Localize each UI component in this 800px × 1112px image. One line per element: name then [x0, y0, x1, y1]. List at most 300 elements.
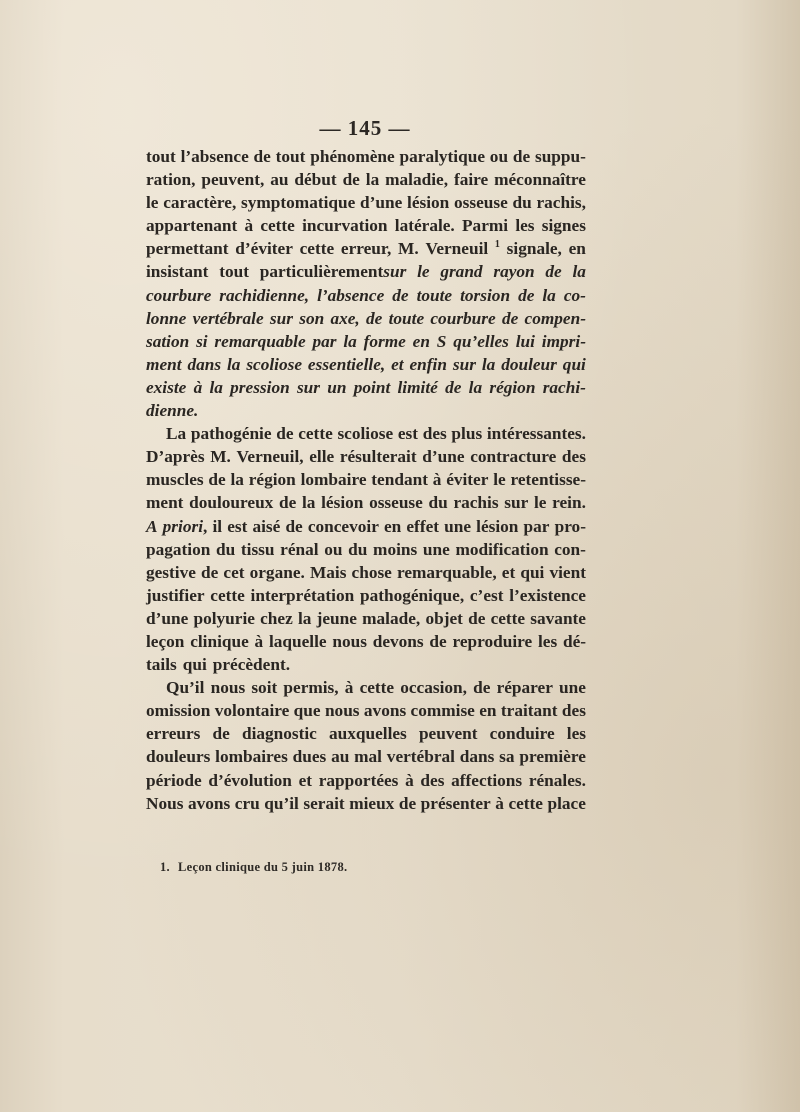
word-text: concevoir: [307, 516, 379, 536]
word-text: co-: [563, 285, 586, 305]
text-line: [146, 376, 586, 399]
word: [331, 745, 349, 768]
word: [564, 284, 586, 307]
word: [146, 399, 198, 422]
word-text: la: [209, 377, 223, 397]
word-text: con-: [554, 539, 586, 559]
word-text: reproduire: [452, 631, 533, 651]
word-text: une: [422, 539, 450, 559]
word-text: contracture: [470, 447, 557, 467]
word: [548, 792, 586, 815]
word-text: existe: [146, 377, 187, 397]
word: [369, 491, 423, 514]
word-text: région: [489, 377, 536, 397]
word: [453, 491, 498, 514]
word-text: paralytique: [399, 147, 485, 166]
word: [482, 353, 495, 376]
word-text: avons: [188, 793, 231, 813]
word: [230, 376, 290, 399]
word: [524, 515, 550, 538]
word: [429, 630, 446, 653]
word-text: tout: [146, 147, 176, 166]
word-text: serait: [303, 793, 345, 813]
word: [210, 584, 245, 607]
word: [193, 607, 254, 630]
word: [249, 468, 296, 491]
word: [470, 445, 556, 468]
word-text: de: [285, 516, 303, 536]
text-line: [146, 792, 586, 815]
word-text: le: [493, 470, 506, 490]
word: [298, 607, 311, 630]
word-text: rénal: [280, 539, 319, 559]
word: [308, 515, 379, 538]
word-text: mieux: [349, 793, 395, 813]
word: [397, 561, 497, 584]
word-text: dé-: [562, 631, 586, 651]
word: [276, 145, 306, 168]
word: [433, 468, 442, 491]
word-text: chose: [351, 562, 392, 582]
word-text: point: [353, 377, 391, 397]
word-text: M.: [398, 239, 419, 259]
word: [146, 630, 184, 653]
word-text: osseuse: [369, 493, 423, 513]
word: [294, 699, 321, 722]
word: [499, 745, 514, 768]
word-text: maladie,: [385, 170, 449, 190]
word: [398, 237, 419, 260]
word: [201, 168, 264, 191]
word: [215, 745, 288, 768]
word: [187, 353, 221, 376]
word: [513, 191, 532, 214]
word-text: la: [542, 285, 556, 305]
word: [300, 237, 335, 260]
text-line: [146, 330, 586, 353]
word-text: d’une: [360, 193, 403, 213]
word-text: première: [519, 747, 586, 767]
word: [543, 376, 586, 399]
word: [421, 792, 491, 815]
word-text: leçon: [146, 631, 185, 651]
word-text: douleur: [501, 354, 557, 374]
word: [489, 376, 535, 399]
word-text: sur: [296, 377, 321, 397]
word-text: dans: [459, 747, 495, 767]
footnote-number: 1.: [160, 860, 170, 874]
word: [387, 745, 455, 768]
word-text: lésion: [407, 193, 450, 213]
word: [422, 445, 464, 468]
word-text: peuvent: [418, 724, 478, 744]
word: [146, 699, 210, 722]
word: [366, 307, 382, 330]
word: [440, 260, 482, 283]
word: [321, 491, 363, 514]
word: [214, 330, 305, 353]
word-text: courbure: [146, 285, 212, 305]
word: [210, 445, 231, 468]
word: [490, 722, 555, 745]
word: [260, 260, 407, 283]
word: [327, 376, 346, 399]
word-text: lombaire: [300, 470, 367, 490]
word-text: de: [201, 562, 219, 582]
word-text: cette: [299, 239, 335, 259]
word: [395, 214, 455, 237]
word: [146, 722, 200, 745]
word: [406, 515, 439, 538]
word: [146, 515, 158, 538]
word-text: place: [547, 793, 586, 813]
word: [343, 168, 360, 191]
word: [146, 307, 186, 330]
word: [194, 376, 203, 399]
word-text: peuvent,: [201, 170, 265, 190]
word: [364, 699, 406, 722]
word: [166, 422, 186, 445]
word-text: affections: [451, 770, 523, 790]
word-text: d’une: [146, 608, 189, 628]
word-text: d’évolution: [208, 770, 292, 790]
word-text: elle: [309, 447, 335, 467]
word-text: plus: [451, 424, 483, 444]
text-line: [146, 653, 586, 676]
word: [270, 168, 288, 191]
word-text: effet: [406, 516, 439, 536]
word-text: à: [244, 216, 254, 236]
word: [366, 168, 379, 191]
word-text: priori: [162, 516, 203, 536]
word: [371, 468, 428, 491]
word-text: de: [279, 493, 297, 513]
word-text: qui: [182, 655, 207, 675]
word-text: la: [572, 262, 586, 282]
word: [191, 422, 272, 445]
word: [223, 561, 244, 584]
word: [469, 376, 482, 399]
word: [530, 607, 586, 630]
text-line: [146, 538, 586, 561]
word-text: la: [468, 377, 483, 397]
word-text: S: [436, 331, 447, 351]
word-text: du: [512, 193, 532, 213]
word-text: mal: [354, 747, 382, 767]
word: [451, 422, 482, 445]
word: [317, 607, 357, 630]
word-text: tendant: [371, 470, 428, 490]
word: [269, 630, 327, 653]
text-line: [146, 676, 586, 699]
word: [437, 330, 447, 353]
word: [391, 353, 403, 376]
word: [476, 515, 518, 538]
word-text: si: [196, 331, 208, 351]
word-text: cette: [508, 793, 543, 813]
word-text: rénales.: [528, 770, 586, 790]
word-text: tissu: [240, 539, 275, 559]
word: [146, 284, 211, 307]
word-text: l’absence: [317, 285, 385, 305]
word: [518, 284, 534, 307]
word-text: les: [515, 216, 535, 236]
word-text: de: [208, 470, 226, 490]
word: [146, 607, 188, 630]
word-text: au: [331, 747, 350, 767]
word: [294, 168, 336, 191]
text-line: [146, 445, 586, 468]
word: [562, 699, 586, 722]
word-text: ou: [489, 147, 509, 166]
word: [332, 630, 367, 653]
word-text: moins: [373, 539, 418, 559]
word: [410, 353, 447, 376]
word-text: volontaire: [214, 701, 290, 721]
word-text: des: [420, 770, 445, 790]
word-text: pagation: [146, 539, 211, 559]
text-line: [146, 353, 586, 376]
word: [398, 376, 438, 399]
word-text: de: [545, 262, 562, 282]
word-text: soit: [251, 678, 278, 698]
word-text: au: [270, 170, 289, 190]
word: [209, 376, 222, 399]
word: [362, 607, 420, 630]
word-text: et: [298, 770, 313, 790]
word-text: grand: [440, 262, 483, 282]
word-text: cru: [234, 793, 260, 813]
word: [538, 630, 557, 653]
word-text: malade,: [362, 608, 421, 628]
word: [407, 191, 449, 214]
word: [510, 468, 586, 491]
word-text: D’après: [146, 447, 205, 467]
word: [385, 168, 448, 191]
word: [317, 284, 384, 307]
word: [444, 515, 471, 538]
word-text: de: [512, 147, 531, 166]
word: [146, 168, 195, 191]
word-text: une: [444, 516, 472, 536]
text-line: [146, 722, 586, 745]
word: [563, 630, 586, 653]
word: [493, 468, 505, 491]
word-text: objet: [425, 608, 463, 628]
word: [260, 214, 295, 237]
word: [343, 330, 356, 353]
word: [279, 491, 296, 514]
word: [146, 468, 204, 491]
word: [283, 676, 338, 699]
word: [163, 515, 208, 538]
word-text: nous: [210, 678, 246, 698]
word: [502, 307, 518, 330]
word: [181, 145, 249, 168]
word-text: erreurs: [146, 724, 201, 744]
word-text: caractère,: [163, 193, 237, 213]
word: [468, 607, 485, 630]
word: [303, 792, 344, 815]
word-text: lui: [515, 331, 535, 351]
word: [188, 792, 230, 815]
word: [400, 676, 467, 699]
word: [501, 353, 557, 376]
word: [302, 214, 387, 237]
word-text: Verneuil: [425, 239, 489, 259]
word-text: dues: [292, 747, 327, 767]
word: [509, 584, 586, 607]
word: [196, 330, 208, 353]
word: [146, 260, 208, 283]
word-text: de: [212, 724, 230, 744]
text-line: [146, 769, 586, 792]
word: [235, 237, 293, 260]
word: [400, 145, 485, 168]
word-text: La: [166, 424, 187, 444]
word: [352, 561, 392, 584]
word-text: auxquelles: [329, 724, 407, 744]
word-text: éviter: [446, 470, 489, 490]
word: [555, 515, 586, 538]
text-line: [146, 630, 586, 653]
word-text: l’existence: [509, 585, 586, 605]
word: [298, 422, 333, 445]
text-line: [146, 191, 586, 214]
word: [572, 260, 585, 283]
word: [329, 722, 407, 745]
word: [373, 630, 424, 653]
text-line: [146, 561, 586, 584]
word-text: commise: [410, 701, 475, 721]
word-text: début: [294, 170, 337, 190]
word-text: torsion: [460, 285, 511, 305]
word-text: cette: [260, 216, 295, 236]
word-text: région: [248, 470, 296, 490]
word-text: la: [297, 608, 312, 628]
word: [420, 769, 444, 792]
word: [504, 491, 528, 514]
word: [542, 284, 555, 307]
word: [473, 676, 490, 699]
word-text: qui: [520, 562, 545, 582]
word-text: rachis: [453, 493, 499, 513]
word-text: de: [342, 170, 360, 190]
text-line: [146, 699, 586, 722]
text-line: [146, 422, 586, 445]
word-text: interprétation: [250, 585, 355, 605]
word-text: des: [561, 701, 586, 721]
word: [398, 422, 418, 445]
word: [146, 792, 183, 815]
word-text: rein.: [552, 493, 586, 513]
word-text: ment: [146, 354, 182, 374]
word-text: chez: [260, 608, 293, 628]
word-text: est: [397, 424, 418, 444]
word: [563, 353, 586, 376]
word: [146, 561, 196, 584]
word: [251, 584, 355, 607]
word-text: courbure: [430, 308, 496, 328]
word-text: de: [473, 678, 491, 698]
word: [325, 699, 360, 722]
word: [213, 653, 290, 676]
word: [360, 191, 402, 214]
word-text: intéressantes.: [486, 424, 586, 444]
word: [453, 353, 476, 376]
word-text: erreur,: [340, 239, 392, 259]
word: [430, 307, 495, 330]
word: [549, 561, 585, 584]
word: [405, 769, 414, 792]
word-text: toute: [416, 285, 453, 305]
word-text: du: [348, 539, 368, 559]
word-text: omission: [146, 701, 211, 721]
word-text: sa: [499, 747, 515, 767]
word-text: vertébrale: [192, 308, 264, 328]
word: [146, 237, 229, 260]
word-text: cette: [359, 678, 395, 698]
text-line: [146, 168, 586, 191]
word-text: sur: [269, 308, 293, 328]
word: [166, 676, 204, 699]
word: [308, 353, 385, 376]
word: [190, 630, 249, 653]
word-text: signes: [541, 216, 586, 236]
word-text: douleurs: [146, 747, 211, 767]
word: [146, 769, 202, 792]
word-text: muscles: [146, 470, 204, 490]
word: [494, 168, 586, 191]
word: [146, 538, 210, 561]
word: [554, 538, 586, 561]
word-text: qui: [562, 354, 586, 374]
word-text: insistant: [146, 262, 209, 282]
word: [310, 145, 395, 168]
word: [246, 353, 302, 376]
word-text: Qu’il: [166, 678, 205, 698]
word-text: résulterait: [339, 447, 417, 467]
word: [423, 422, 447, 445]
word-text: symptomatique: [241, 193, 356, 213]
word-text: cette: [298, 424, 333, 444]
word-text: est: [227, 516, 248, 536]
word-text: à: [405, 770, 414, 790]
word-text: l’absence: [180, 147, 249, 166]
word: [364, 330, 406, 353]
word-text: de: [392, 285, 409, 305]
word-text: remarquable: [214, 331, 306, 351]
word: [491, 607, 526, 630]
word-text: les: [537, 631, 558, 651]
word-text: aisé: [252, 516, 281, 536]
text-line: [146, 607, 586, 630]
word: [490, 145, 508, 168]
word-text: par: [312, 331, 337, 351]
word: [423, 538, 450, 561]
word: [252, 515, 280, 538]
word: [495, 792, 504, 815]
text-line: [146, 584, 586, 607]
word: [389, 307, 425, 330]
word: [487, 422, 586, 445]
word-text: laquelle: [268, 631, 327, 651]
word-text: lombaires: [215, 747, 288, 767]
word-text: incurvation: [302, 216, 388, 236]
text-line: [146, 399, 586, 422]
word-text: la: [226, 354, 241, 374]
word-text: méconnaître: [494, 170, 586, 190]
